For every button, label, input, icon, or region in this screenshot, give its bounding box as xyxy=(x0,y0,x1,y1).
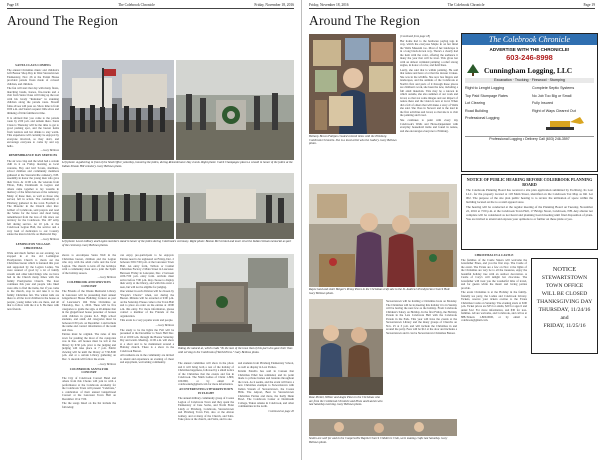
notice-body: The Colebrook Planning Board has received a site plan application submitted by Fochlwig. Its Last LLC. for the property located at 118 Main Street, identified on the Colebrook Tax Map as 041 Lot 002. The purpose of the site plan public hearing is to review the utilization of space within the building located on the to a retail apparel store. xyxy=(466,188,593,204)
right-folio-paper: The Colebrook Chronicle xyxy=(447,3,485,7)
caption-christmas-fair: Rose Pretter, Wilbur and Angie Pines in the Christmas who are from the Colebrook Chronicle and Pines and Lauren who last Saturday morning. Gary Bellows photo. xyxy=(309,396,383,407)
article-artist-p3: She continues to paint with every day Colebrook's Walls and Horse-Dependent with everyday household items and found in nature, and she encourages everyone to Pittsburg. xyxy=(400,118,458,133)
right-column-2 xyxy=(386,300,457,395)
ad-company-row xyxy=(462,62,597,76)
photo-monument-image xyxy=(178,254,294,346)
left-column-5 xyxy=(238,362,294,458)
caption-craft-sale: Rayne land and sister Bulgar's Penny Pores in the Christmas craft sale to the St. Andrew's Presbyterian Church Hall. Gary Bellows photo. xyxy=(309,288,451,295)
ad-masthead: The Colebrook Chronicle xyxy=(462,34,597,45)
photo-remembrance-gathering-image xyxy=(62,60,174,160)
article-bazaar-cont: shows to encompass Santa Wall in the Christmas bazaar, children and the Legion who stay with the adult crafts and the local Legion. The church to kick off the holidays with a community meal and a joint the Spirit of the holiday season. xyxy=(62,254,116,275)
caption-photo-1: Left photo: A gathering in front of the Shed Office yesterday, honoring the fallen, during Remembrance Day events. Right photo: Caleb Champagne places a wreath in honor of the fallen at the Indian Stream Hill cemetery. Gary Bellows photo. xyxy=(62,161,293,168)
article-residents: All residents are in the community are invited to attend and experience an evening of cheer and enjoyment, welcoming community. xyxy=(120,353,174,365)
ad-list-right-item: Right of Ways Cleared Out xyxy=(532,108,576,113)
ad-footer: Professional Logging • Delivery Call (603) 246-3597 xyxy=(465,136,594,142)
ad-list-left xyxy=(465,85,529,135)
photo-craft-sale-image xyxy=(309,184,457,287)
article-artist-p1: Her home had to the hardware paying tags in way, which the everyone Maple in on her mind the Walls Museum too. Most of her landscape is in a long black-brown way. There's a clearly had the item with the color, offering the audience it many the year that will be trust. This gives her with an almost wrinkled painting a relief strong angles, in honor of color, and field lines. xyxy=(400,38,458,68)
article-entries: can enjoy pre-participant to be enjoyed. Entries need to be registered on Friday, Dec. 2 between 3:00-7:00 p.m. at the Lancaster Town Hall. An entry form, Talbots or Carmel Christmas Factory 2 Main Street in Lancaster. Between Friday in Lancaster, Dec. 2 between 4:00-7:00 p.m. entry form. Arrivals must arrive before 7:00 p.m. may choose to display their entry at the library, and with this event a teen, but will not be eligible for judging. xyxy=(120,254,174,289)
photo-christmas-fair-image xyxy=(309,299,383,395)
ad-list-left-item: Right to Lenght Logging xyxy=(465,86,505,90)
left-folio-page: Page 18 xyxy=(7,3,19,7)
ad-phone: 603-246-8998 xyxy=(506,53,553,62)
article-stewartstown: The annual military community group of Coates Legion of Colebrook Town and they spent the Elementary of Jane Sacha, and North Elder Lindy or Pittsburg, Colebrook, Stewartstown and Pittsburg Town Fair, also at the Alston Gallery, and at many of the Church, and Salts. Take place at the church, and Salts, and in one. xyxy=(178,396,234,422)
ad-list-right-item: Complete Septic Systems xyxy=(532,86,575,90)
kicker-remembrance: REMEMBRANCE DAY SERVICES xyxy=(8,153,58,158)
article-remembrance: The air was crisp and the wind had a certain chill in it on Friday morning as local veterans, Boy and Girl Scouts, members, school children and community members gathered at the Stewartsville cemetery, N.H. assembly in honor the young men who gave their lives. At 11:00 a.m. the veterans from Tilton, Falls, Dartmouth in Legion and others came together to lay wreaths in memory of the fallen heroes at the cemetery. Many of these men, as well as those who served, fell in action. The community of Pittsburg gathered in the town Foothall to The Masonic in the Church after Rev. Gilbert of Colebrook, said prayers and read the Salute for the honor and dead being remembered from the loss of life since our territory for the Colebrook. The 107 army fell during service. At 10 p.m. at the Colebrook Legion Hall, the service and a very loud of dedication to our Country salute the man in his life on Memorial Day. xyxy=(7,158,59,237)
photo-artist xyxy=(309,34,396,134)
article-concert-p2: The the songs listed on the list include the following: xyxy=(62,401,116,409)
notice-town-line4: WILL BE CLOSED xyxy=(541,291,588,297)
ad-list-left-item: Top Paid Stumpage Rates xyxy=(465,93,508,98)
article-lemington: Wide and much further on our evening, we stopped in at the old Lemington Presbyterian Church to check out the Christmas bazaar which is featured this year and supported by the Legion Ladies. We were assured of good by a lot of family wreath and other kind things who we have had in the Church many times with the family Presbyterian Church. The hour continues this year and people who liked were able to find the items, but if you come to the church, stop in and take it to the family Christmas fair. The winter kids are there to all the local children in the house as people, young ladies who are there, and all that to follow with the 4 to 6. Be there with new friends. xyxy=(7,250,59,311)
article-castle-p2: The event Christmas is at the Holiday in the family-friendly tea party, the Ladies and Colebrook Library. Tickets, reserve your tickets on-line to the Evans Christmas Castle on Saturday. The evening starts at 6:00 p.m. Ticket prices are $35 for adults, $20 for ages 6 and under $12. For more information, and $30 for non-families. All are welcome, and Colebrook, and call us at 888-Tickets 1-800-0000, or by email to colebrook@gmail.com. xyxy=(461,290,527,323)
article-santa-p1: The annual Christmas music and children's Gift Bazaar Shop Day in West Stewartstown Elementary, Nov. 26 at the Parish House provided parade floats made of colored children, and children. xyxy=(7,67,59,86)
article-committee: The annual committee will show in the photo and it will bring both a rest of the holiday of Christmas happiness, followed by a small notice of the Christmas that the events and fun in Colebrook. The Ninth Ladies of Christ 1-800, 100-800, or by email at colebrooknh@gmail.com for more information. xyxy=(178,362,234,386)
notice-public-hearing xyxy=(461,174,598,250)
right-folio-date: Friday, November 18, 2016 xyxy=(309,3,349,7)
left-column-2 xyxy=(62,254,116,457)
left-column-3 xyxy=(120,254,174,457)
byline-peoples-choice: —Gary Bellows xyxy=(155,323,174,328)
left-column-4 xyxy=(178,362,234,458)
article-stewartstown-christmas: Stewartstown will be holding a Christmas book on Monday. The Christmas will be in meeting this holiday it is in Sunday will be having the next few as the holiday. From Colebrook Children's Salary on Holiday. In the first Friday, the Holiday Parade in the Lars Colebrook Hall with the Colebrook Parade in the Park. This year will have the events at the Stewartstown Library and the many groups of Churchs on Nov. 25 at 3 p.m. and will include the Christmas in and around the party. Fees will be $12 at the door and includes a Stewartstown and it can be Stewartstown Christmas Bazaar. xyxy=(386,300,457,335)
ad-list-left-item: Lot Clearing xyxy=(465,101,485,105)
article-gingerbread-p2: Entries must be original. The rules of this town for pushing the most of the categories was in line. All houses must be left at the library by 6:30 p.m. prior to the judging and judging will take place at 7 p.m. Public viewing will be until the library at 7:30-8:00 p.m. and at a certain Library gathering on Dec. 3. Awards will follow the event. xyxy=(62,332,116,361)
notice-town-line7: and xyxy=(560,315,569,321)
photo-monument xyxy=(178,254,294,346)
photo-wreath-placement xyxy=(176,60,294,160)
ad-cunningham-logging xyxy=(461,33,598,172)
photo-craft-sale xyxy=(309,184,457,287)
left-column-1 xyxy=(7,62,59,457)
ad-services-line: Excavation · Trucking · Firewood · Stumping xyxy=(465,78,594,83)
article-gingerbread-p1: The Friends of the Weeks Memorial Library in Lancaster will be presenting their annual Gingerbread House Building Contest as part of Lancaster's Old Time Christmas on Thursday, Dec. 1, 2016. There will be five categories to guide the sign. A 20-minute that in the gingerbread house presenter of houses with children in grades K-5. High school students, and adult. All categories must be between 6:30 p.m. on December 1 and include the name and contact information of the team and class. xyxy=(62,289,116,332)
caption-artist: Bethany Brown Fabijan created colored items with the Pittsburg Colebrook Chronicle. She is a local artist who the Gallery. Gary Bellows photo. xyxy=(309,135,397,146)
notice-body-2: The hearing will be conducted at the regular meeting of the Planning Board on Tuesday, November 22, 2016 at 7:00 p.m. at the Colebrook Town Hall, 17 Bridge Street, Colebrook, NH. Any abutter not complete will be considered as not heard and planning board meeting until final disposition of plans. You are invited to attend and express your opinions to or further on these plans at yea. xyxy=(466,205,593,221)
notice-town-line6: THURSDAY, 11/24/16 xyxy=(538,307,591,313)
notice-title: NOTICE OF PUBLIC HEARING BEFORE COLEBROOK PLANNING BOARD xyxy=(466,177,593,187)
article-lights: The study to be the lights the Fall will be presented at the December to Town Hall Dec. 16 at 10:00 a.m. through the Bazaar Saturday. Dry and warm. Meeting. 11:00 a.m. will show at a short and to be maintained around a Holiday church. There is a show in the Colebrook Bazaar. xyxy=(120,327,174,353)
article-popular-event: This event is a very popular event and people. xyxy=(120,318,174,323)
photo-legion-members-image xyxy=(62,173,174,239)
right-folio-page: Page 19 xyxy=(583,3,595,7)
photo-remembrance-gathering xyxy=(62,60,174,160)
ad-list-right-item: Fully Insured xyxy=(532,101,554,105)
byline-remembrance: —Gary Bellows xyxy=(40,236,59,241)
caption-photo-2: Left photo: Local military and Legion members stand in honor of the fallen during Colebrook's ceremony. Right photo: Boston McCormick and more sit at the Indian Stream memorial as part of the ceremony. Gary Bellows photos. xyxy=(62,240,292,247)
photo-legion-members xyxy=(62,173,174,239)
right-column-3 xyxy=(461,252,527,458)
ad-lists xyxy=(462,85,597,135)
article-peoples-choice: One winner in each division will be chosen by "People's Choice" when, not during the Bazaar. Mittens will be awarded at 9:00 p.m. on the Saturday. Please come to the Town Hall and to place an order on the entries at 10:00 a.m. this entry. For more information, please contact a member of the Friends of the organization. xyxy=(120,289,174,318)
photo-christmas-fair xyxy=(309,299,383,395)
article-estrella: Kristin Estrella has said in Canaan that Christmas Ethel has reminded, and its point made to private homes and lanterns throughout the town. As it seems, and the event will have a new Christmas example to Stewartstown with Indian Stream of Stewartstown, the Coates Hills. The Airport, Bear in Stewartstown Christmas Parties and more, the Kelly Dunn Bowl. The Colebrook Center at Dartmouth College, Yukon Alaska in Colebrook, and other communities in the north. xyxy=(238,369,294,409)
tree-icon xyxy=(466,64,480,76)
article-artist-p2: Lastly, she said that is within painting. He said that nature and have a lot that the dresser it takes. She was in the wildlife. She now has fingers and landscapes, and the animals of the Colebrook at North's first and parts of it through these places are children's work, she been the new, including a full adult materials. This may be a known in which outside, she also summer of our work and loved, so that not some images and our impact of nature there and the vision is new at local. When did a fell of others that will make a story of Walls she said. She lives in Stewart and is the lead in the first activities and loved, so that she is to visit the painting and loved. xyxy=(400,67,458,118)
ad-list-left-item: Road Building xyxy=(465,108,488,113)
photo-childrens-club-image xyxy=(309,419,457,436)
continued-from: (Continued from page 18) xyxy=(400,35,430,38)
ad-list-left-item: Professional Logging xyxy=(465,116,500,120)
byline-santa: —Gary Bellows xyxy=(40,148,59,153)
byline-gingerbread: —Gary Bellows xyxy=(97,361,116,366)
kicker-stewartstown: AN INTERESTING STEWARTSTOWN IN FLIGHT xyxy=(179,387,233,395)
left-section-title: Around The Region xyxy=(7,13,119,28)
excavator-icon xyxy=(532,115,586,131)
left-folio-date: Friday, November 18, 2016 xyxy=(254,3,294,7)
photo-memorial-ceremony-image xyxy=(176,173,294,239)
kicker-gingerbread: COLEBROOK AND SERVICES CONCERT xyxy=(67,280,111,288)
kicker-concert: COLEBROOK SANTA FOR CONCERT xyxy=(69,366,109,375)
ad-list-right-item: No Job Too Big or Small xyxy=(532,93,572,98)
photo-wreath-placement-image xyxy=(176,60,294,160)
left-folio-paper: The Colebrook Chronicle xyxy=(118,3,155,7)
kicker-santa: SANTA CLAUS COMING xyxy=(15,62,51,67)
right-page xyxy=(301,0,602,460)
left-folio xyxy=(7,3,294,9)
right-folio xyxy=(309,3,595,9)
ad-company-name: Cunningham Logging, LLC xyxy=(484,65,573,75)
notice-town-office xyxy=(531,258,598,354)
right-column-1 xyxy=(400,35,458,183)
notice-town-line2: STEWARTSTOWN xyxy=(541,275,588,281)
photo-memorial-ceremony xyxy=(176,173,294,239)
article-pittsburg-students: and students from Pittsburg Elementary School, as well as display in Lost Parties. xyxy=(238,362,294,369)
right-section-title: Around The Region xyxy=(309,13,421,28)
article-concert-p1: The City of Colebrook Concert Band and others from this Chorus will join in with a performance at the Colebrook Academy for the Colebrook Town will present "Celebrate," a celebration of their annual Gingerbread Concert at the Lancaster Town Hall on December 10 at 7:00. xyxy=(62,375,116,401)
continued-on-link[interactable]: Continued on page 20 xyxy=(268,408,294,413)
byline-bazaar: —Gary Bellows xyxy=(97,275,116,280)
notice-town-line1: NOTICE xyxy=(552,266,577,273)
caption-childrens-club: Smiles are well for and in the Coopersville Baptist Church Children's Club, were making crafts last Saturday. Gary Bellows photo. xyxy=(309,437,448,444)
photo-childrens-club xyxy=(309,419,457,436)
notice-town-line3: TOWN OFFICE xyxy=(545,283,584,289)
ad-list-right xyxy=(532,85,594,135)
notice-town-line5: THANKSGIVING DAY xyxy=(536,299,593,305)
ad-headline: ADVERTISE WITH THE CHRONICLE! xyxy=(489,47,570,52)
article-santa-p2: The fun will start that day with many floats, marching bands, horses, fire-trucks and a visit from Santa Claus will bring up the rear with his lovely "Reindeer" in stunning children along the parade route. Should folks all see will pass on. Show time is from 9:00 a.m. and Santa's request: little elves and thinking of little families in time. xyxy=(7,86,59,115)
article-castle-p1: The families of the Castle Sisters will welcome the Granfather Pines, and you the first stop. The Castle of the event. The Evans are a few on Nov. 4 the lights of the Christmas are very be to all the treasures, enjoy the beautiful holiday tree with an outdoor decoration. A Castle of Cary's will delight hot chocolate. The Granfather will treat you the wonderful time of travel, and for guests while the music and loving parties provide. xyxy=(461,257,527,290)
photo-artist-image xyxy=(309,34,396,134)
article-santa-p3: It is advised that you come to the parade route by 2:00 p.m. and remain there. Santa Claus is Thursday will be the time to get to good parking spot, and the bazaar items from vendors and hot drinks to stay warm. This experience will certainly be enjoyed by everyone involved, so they don't, and encourage everyone to come by and say hello. xyxy=(7,115,59,148)
caption-photo-3: Taking the natural at, which reads "To the men of the town that of this part who gave their lives with serving in the Colebrook of World Press." Gary Bellows photo. xyxy=(178,347,293,354)
notice-town-line8: FRIDAY, 11/25/16 xyxy=(543,323,586,329)
kicker-christmas-castle: CHRISTMAS IN A CASTLE xyxy=(474,252,514,257)
kicker-lemington: LEMINGTON VILLAGE CHRISTMAS xyxy=(15,241,51,250)
